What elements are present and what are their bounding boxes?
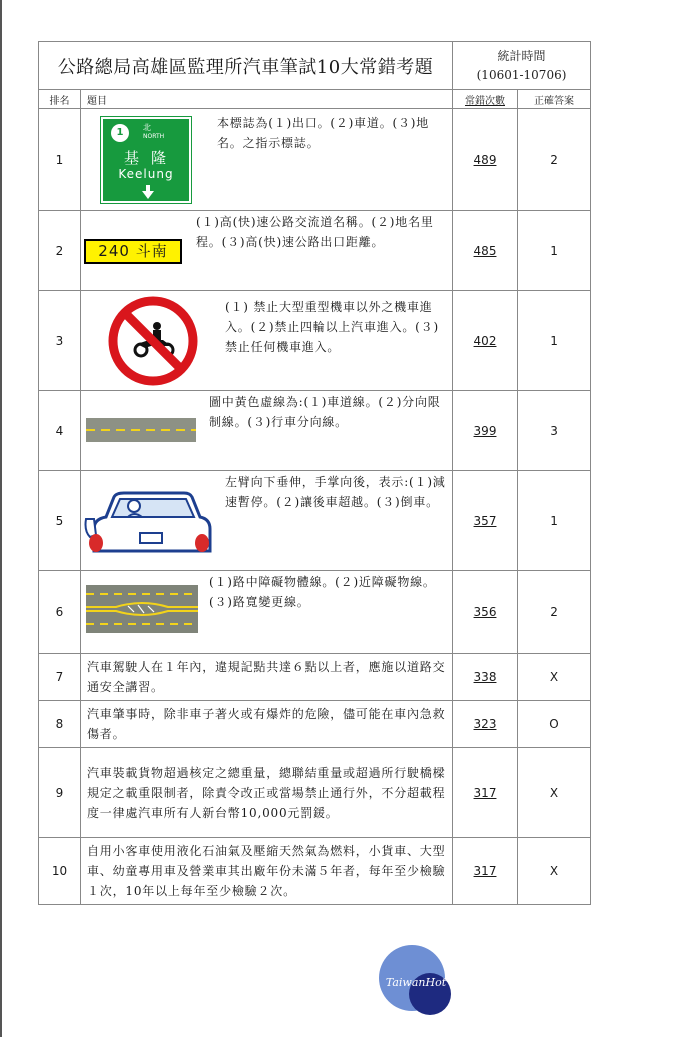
direction-cn: 北 xyxy=(143,123,151,132)
question-text: 汽車駕駛人在１年內，違規記點共達６點以上者，應施以道路交通安全講習。 xyxy=(87,660,446,694)
header-count: 常錯次數 xyxy=(453,90,518,109)
question-text: 汽車裝載貨物超過核定之總重量，總聯結重量或超過所行駛橋樑規定之載重限制者，除責令改正或當場禁止通行外，不分超載程度一律處汽車所有人新台幣10,000元罰鍰。 xyxy=(87,765,446,820)
correct-answer: X xyxy=(518,748,591,838)
row-rank: 4 xyxy=(39,391,81,471)
question-text: 本標誌為(１)出口。(２)車道。(３)地名。之指示標誌。 xyxy=(217,116,430,150)
table-row xyxy=(39,571,591,654)
table-row xyxy=(39,211,591,291)
road-marking-yellow-dashed-image xyxy=(86,418,196,442)
correct-answer: 3 xyxy=(518,391,591,471)
table-row xyxy=(39,748,591,838)
question-cell xyxy=(81,654,453,701)
question-cell xyxy=(81,701,453,748)
title-row xyxy=(39,42,591,90)
question-cell xyxy=(81,571,453,654)
table-row xyxy=(39,838,591,905)
error-count: 489 xyxy=(453,109,518,211)
table-row xyxy=(39,654,591,701)
question-cell xyxy=(81,748,453,838)
error-count: 399 xyxy=(453,391,518,471)
page-left-border xyxy=(0,0,2,1037)
error-count: 323 xyxy=(453,701,518,748)
route-badge: 1 xyxy=(111,124,129,142)
place-name-cn: 基隆 xyxy=(123,149,178,167)
row-rank: 7 xyxy=(39,654,81,701)
row-rank: 1 xyxy=(39,109,81,211)
question-text: 圖中黃色虛線為:(１)車道線。(２)分向限制線。(３)行車分向線。 xyxy=(209,395,441,429)
stat-range: (10601-10706) xyxy=(476,67,567,82)
table-row xyxy=(39,701,591,748)
statistics-period xyxy=(453,42,591,90)
header-rank: 排名 xyxy=(39,90,81,109)
question-text: 汽車肇事時，除非車子著火或有爆炸的危險，儘可能在車內急救傷者。 xyxy=(87,707,446,741)
question-cell xyxy=(81,471,453,571)
error-count: 402 xyxy=(453,291,518,391)
correct-answer: 2 xyxy=(518,109,591,211)
correct-answer: 1 xyxy=(518,291,591,391)
question-text: (１)高(快)速公路交流道名稱。(２)地名里程。(３)高(快)速公路出口距離。 xyxy=(196,215,434,249)
obstacle-line-marking-image xyxy=(86,585,198,633)
correct-answer: 1 xyxy=(518,471,591,571)
correct-answer: 1 xyxy=(518,211,591,291)
error-count: 338 xyxy=(453,654,518,701)
directional-sign-image xyxy=(101,117,191,203)
question-cell xyxy=(81,211,453,291)
table-row xyxy=(39,291,591,391)
question-text: (１) 禁止大型重型機車以外之機車進入。(２)禁止四輪以上汽車進入。(３)禁止任何機車進入。 xyxy=(225,300,439,354)
table-row xyxy=(39,391,591,471)
direction-label xyxy=(143,123,164,141)
document-title: 公路總局高雄區監理所汽車筆試10大常錯考題 xyxy=(39,42,453,90)
correct-answer: O xyxy=(518,701,591,748)
header-row xyxy=(39,90,591,109)
question-text: (１)路中障礙物體線。(２)近障礙物線。(３)路寬變更線。 xyxy=(209,575,436,609)
correct-answer: X xyxy=(518,838,591,905)
direction-en: NORTH xyxy=(143,133,165,140)
table-row xyxy=(39,471,591,571)
question-text: 自用小客車使用液化石油氣及壓縮天然氣為燃料，小貨車、大型車、幼童專用車及營業車其出廠年份未滿５年者，每年至少檢驗１次，10年以上每年至少檢驗２次。 xyxy=(87,844,446,898)
error-count: 317 xyxy=(453,748,518,838)
question-cell xyxy=(81,109,453,211)
hand-signal-car-image xyxy=(84,489,214,559)
question-cell xyxy=(81,838,453,905)
mileage-sign-image: 240 斗南 xyxy=(84,239,182,264)
error-count: 357 xyxy=(453,471,518,571)
error-count: 356 xyxy=(453,571,518,654)
question-cell xyxy=(81,391,453,471)
question-text: 左臂向下垂伸，手掌向後，表示:(１)減速暫停。(２)讓後車超越。(３)倒車。 xyxy=(225,475,446,509)
down-arrow-icon xyxy=(142,185,154,199)
row-rank: 2 xyxy=(39,211,81,291)
stat-label: 統計時間 xyxy=(497,48,546,63)
top-ten-questions-table xyxy=(38,41,591,905)
place-name-en: Keelung xyxy=(118,167,174,181)
watermark-text: TaiwanHot xyxy=(385,976,447,989)
row-rank: 8 xyxy=(39,701,81,748)
header-question: 題目 xyxy=(81,90,453,109)
taiwanhot-watermark-logo xyxy=(378,944,454,1016)
row-rank: 3 xyxy=(39,291,81,391)
question-cell xyxy=(81,291,453,391)
error-count: 485 xyxy=(453,211,518,291)
row-rank: 5 xyxy=(39,471,81,571)
row-rank: 10 xyxy=(39,838,81,905)
no-motorcycle-sign-icon xyxy=(105,296,201,386)
header-answer: 正確答案 xyxy=(518,90,591,109)
correct-answer: X xyxy=(518,654,591,701)
correct-answer: 2 xyxy=(518,571,591,654)
row-rank: 9 xyxy=(39,748,81,838)
row-rank: 6 xyxy=(39,571,81,654)
table-row xyxy=(39,109,591,211)
error-count: 317 xyxy=(453,838,518,905)
